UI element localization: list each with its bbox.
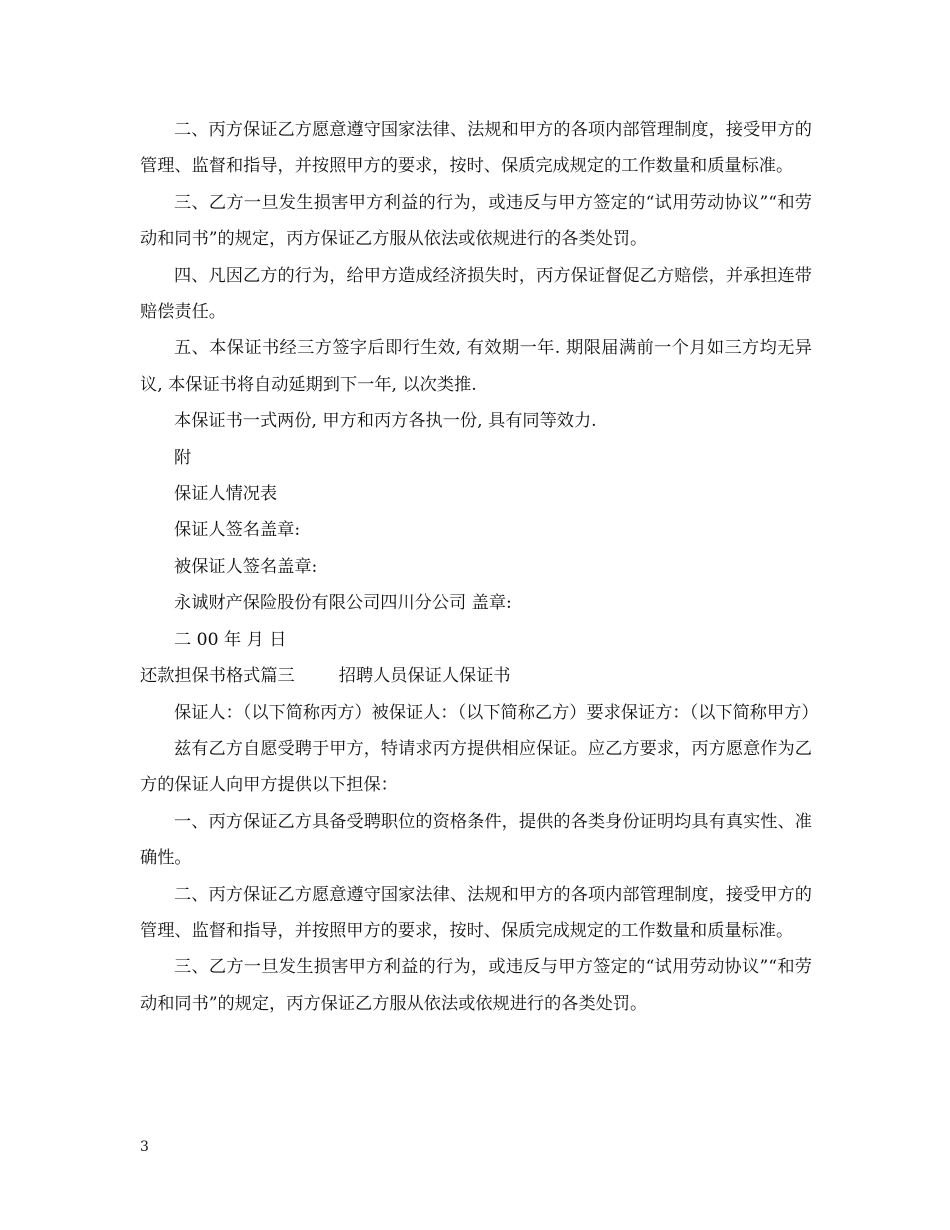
clause-two-repeat: 二、丙方保证乙方愿意遵守国家法律、法规和甲方的各项内部管理制度，接受甲方的管理、监督和指导，并按照甲方的要求，按时、保质完成规定的工作数量和质量标准。 bbox=[140, 884, 812, 941]
intro-paragraph: 兹有乙方自愿受聘于甲方，特请求丙方提供相应保证。应乙方要求，丙方愿意作为乙方的保证人向甲方提供以下担保： bbox=[140, 738, 812, 796]
guarantor-info-table-label: 保证人情况表 bbox=[174, 484, 278, 505]
copies-statement: 本保证书一式两份, 甲方和丙方各执一份, 具有同等效力. bbox=[174, 411, 597, 432]
section-heading-right: 招聘人员保证人保证书 bbox=[338, 666, 511, 687]
company-seal-line: 永诚财产保险股份有限公司四川分公司 盖章: bbox=[174, 593, 512, 614]
clause-three-repeat: 三、乙方一旦发生损害甲方利益的行为，或违反与甲方签定的“试用劳动协议”“和劳动和同书”的规定，丙方保证乙方服从依法或依规进行的各类处罚。 bbox=[140, 957, 812, 1014]
clause-five: 五、本保证书经三方签字后即行生效, 有效期一年. 期限届满前一个月如三方均无异议, 本保证书将自动延期到下一年, 以次类推. bbox=[140, 338, 812, 395]
document-body bbox=[140, 112, 819, 1022]
clause-four: 四、凡因乙方的行为，给甲方造成经济损失时，丙方保证督促乙方赔偿，并承担连带赔偿责任。 bbox=[140, 265, 812, 323]
clause-one-repeat: 一、丙方保证乙方具备受聘职位的资格条件，提供的各类身份证明均具有真实性、准确性。 bbox=[140, 811, 812, 869]
clause-two: 二、丙方保证乙方愿意遵守国家法律、法规和甲方的各项内部管理制度，接受甲方的管理、监督和指导，并按照甲方的要求，按时、保质完成规定的工作数量和质量标准。 bbox=[140, 120, 812, 177]
guarantor-signature-line: 保证人签名盖章: bbox=[174, 520, 301, 541]
page-number: 3 bbox=[140, 1139, 149, 1155]
date-line: 二 00 年 月 日 bbox=[174, 629, 287, 650]
guaranteed-party-signature-line: 被保证人签名盖章: bbox=[174, 556, 318, 577]
parties-definition: 保证人：（以下简称丙方）被保证人：（以下简称乙方）要求保证方：（以下简称甲方） bbox=[174, 702, 819, 723]
section-heading bbox=[140, 658, 812, 694]
attachment-label: 附 bbox=[174, 447, 192, 468]
section-heading-left: 还款担保书格式篇三 bbox=[140, 666, 295, 687]
clause-three: 三、乙方一旦发生损害甲方利益的行为，或违反与甲方签定的“试用劳动协议”“和劳动和同书”的规定，丙方保证乙方服从依法或依规进行的各类处罚。 bbox=[140, 192, 812, 250]
